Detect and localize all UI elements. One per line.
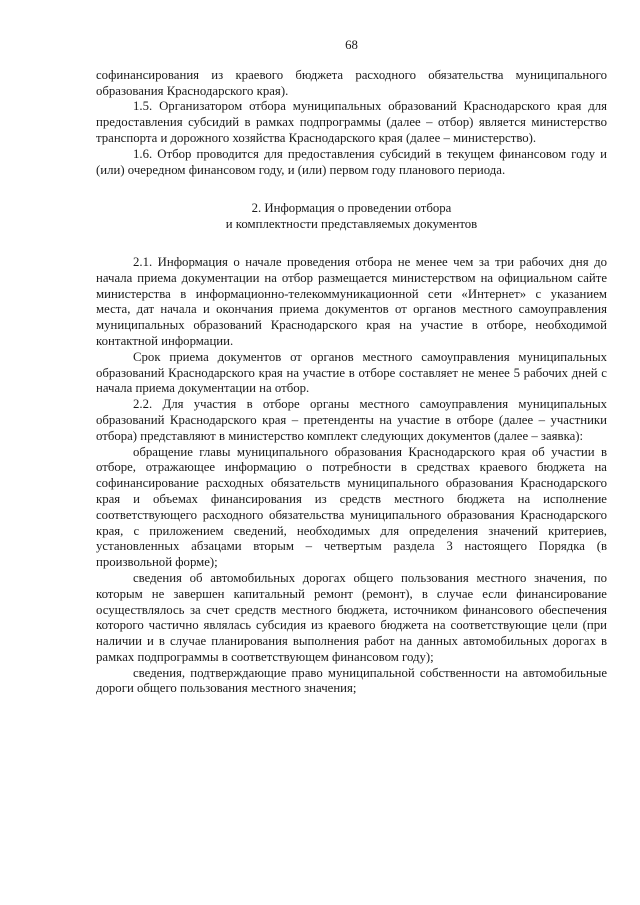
- section-heading: [96, 201, 607, 233]
- section-heading-line-1: 2. Информация о проведении отбора: [251, 201, 452, 216]
- paragraph-deadline: Срок приема документов от органов местного самоуправления муниципальных образований Краснодарского края на участие в отборе составляет не менее 5 рабочих дней с начала приема документации на отбор.: [96, 349, 607, 396]
- paragraph-ownership-info: сведения, подтверждающие право муниципальной собственности на автомобильные дороги общего пользования местного значения;: [96, 665, 607, 696]
- paragraph-2-2: 2.2. Для участия в отборе органы местного самоуправления муниципальных образований Краснодарского края – претенденты на участие в отборе (далее – участники отбора) представляют в министерство комплект следующих документов (далее – заявка):: [96, 397, 607, 443]
- document-page: [96, 38, 607, 697]
- paragraph-1-5: 1.5. Организатором отбора муниципальных образований Краснодарского края для предоставления субсидий в рамках подпрограммы (далее – отбор) является министерство транспорта и дорожного хозяйства Краснодарского края (далее – министерство).: [96, 99, 607, 145]
- paragraph-cofinancing-continuation: софинансирования из краевого бюджета расходного обязательства муниципального образования Краснодарского края).: [96, 67, 607, 98]
- page-number: 68: [345, 38, 358, 52]
- paragraph-appeal: обращение главы муниципального образования Краснодарского края об участии в отборе, отражающее информацию о потребности в средствах краевого бюджета на софинансирование расходных обязательств муниципального образования Краснодарского края и объемах финансирования из средств местного бюджета на исполнение соответствующего расходного обязательства муниципального образования Краснодарского края, с приложением сведений, необходимых для определения значений критериев, установленных абзацами вторым – четвертым раздела 3 настоящего Порядка (в произвольной форме);: [96, 444, 607, 570]
- section-heading-line-2: и комплектности представляемых документов: [225, 217, 478, 232]
- paragraph-2-1: 2.1. Информация о начале проведения отбора не менее чем за три рабочих дня до начала приема документации на отбор размещается министерством на официальном сайте министерства в информационно-телекоммуникационной сети «Интернет» с указанием места, дат начала и окончания приема документов от органов местного самоуправления муниципальных образований Краснодарского края на участие в отборе, необходимой контактной информации.: [96, 254, 607, 348]
- paragraph-roads-info: сведения об автомобильных дорогах общего пользования местного значения, по которым не завершен капитальный ремонт (ремонт), в случае если финансирование осуществлялось за счет средств местного бюджета, источником финансового обеспечения которого частично являлась субсидия из краевого бюджета на соответствующие цели (при наличии и в случае планирования выполнения работ на данных автомобильных дорогах в рамках подпрограммы в соответствующем финансовом году);: [96, 570, 607, 664]
- paragraph-1-6: 1.6. Отбор проводится для предоставления субсидий в текущем финансовом году и (или) очередном финансовом году, и (или) первом году планового периода.: [96, 146, 607, 177]
